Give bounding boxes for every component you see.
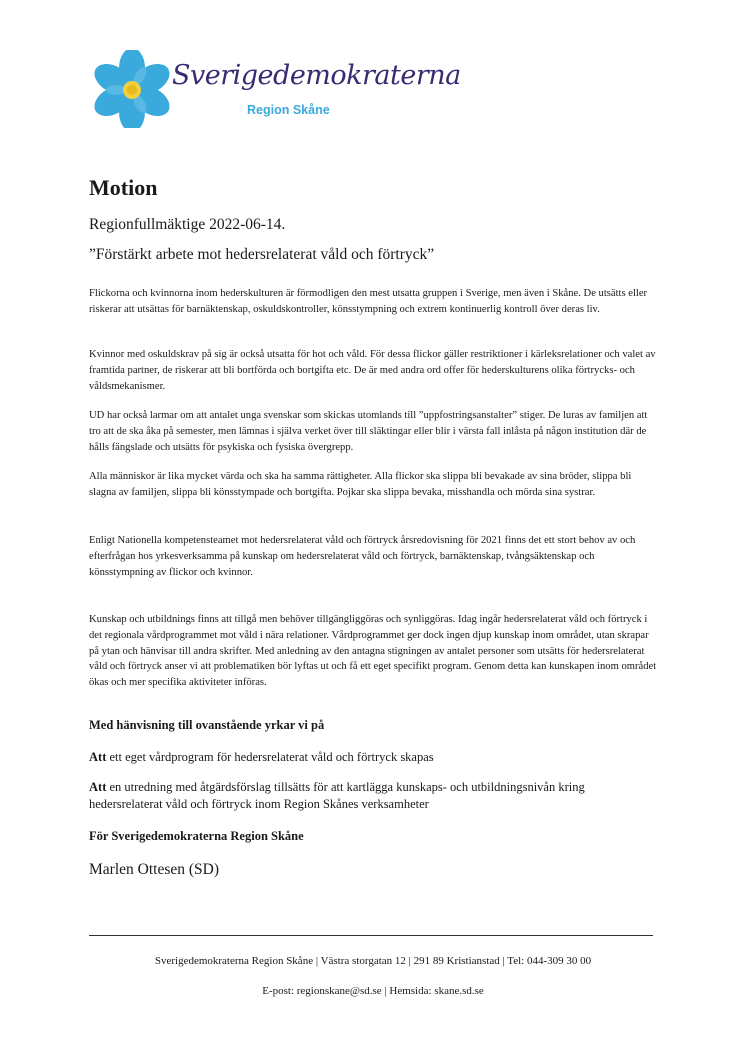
footer-address: Sverigedemokraterna Region Skåne | Västra storgatan 12 | 291 89 Kristianstad | Tel: 044-309 30 00: [154, 955, 592, 967]
demand-lead: Att: [89, 750, 107, 764]
body-paragraph: Flickorna och kvinnorna inom hederskulturen är förmodligen den mest utsatta gruppen i Sverige, men även i Skåne. De utsätts eller riskerar att utsättas för barnäktenskap, oskuldskontroller, könsstympning och extrem kontinuerlig kontroll över deras liv.: [89, 288, 648, 315]
body-paragraph: Kunskap och utbildnings finns att tillgå men behöver tillgängliggöras och synliggöras. Idag ingår hedersrelaterat våld och förtryck i det regionala vårdprogrammet mot våld i nära relationer. Vårdprogrammet ger dock ingen djup kunskap inom området, utan skrapar på ytan och hänvisar till andra skrifter. Med anledning av den antagna stigningen av antalet personer som utsätts för hedersrelaterat våld och förtryck anser vi att problematiken bör lyftas ut och få ett eget specifikt program. Genom detta kan kunskapen inom området ökas och mer specifika aktiviteter införas.: [89, 614, 657, 689]
footer-contact: E-post: regionskane@sd.se | Hemsida: skane.sd.se: [262, 985, 484, 997]
demand-lead: Att: [89, 780, 107, 794]
body-paragraph: Alla människor är lika mycket värda och ska ha samma rättigheter. Alla flickor ska slippa bli bevakade av sina bröder, slippa bli slagna av familjen, slippa bli könsstympade och bortgifta. Pojkar ska slippa bevaka, misshandla och mörda sina systrar.: [89, 471, 632, 498]
logo-region-name: Region Skåne: [247, 103, 330, 117]
meeting-line: Regionfullmäktige 2022-06-14.: [89, 216, 286, 233]
body-paragraph: Enligt Nationella kompetensteamet mot hedersrelaterat våld och förtryck årsredovisning för 2021 finns det ett stort behov av och efterfrågan hos yrkesverksamma på kunskap om hedersrelaterat våld och förtryck, barnäktenskap, tvångsäktenskap och könsstympning av flickor och kvinnor.: [89, 535, 636, 578]
motion-subject: ”Förstärkt arbete mot hedersrelaterat våld och förtryck”: [89, 246, 435, 263]
party-logo: [92, 50, 461, 128]
signature-heading: För Sverigedemokraterna Region Skåne: [89, 829, 304, 843]
body-paragraph: UD har också larmar om att antalet unga svenskar som skickas utomlands till ”uppfostringsanstalter” stiger. De luras av familjen att tro att de ska åka på semester, men lämnas i själva verket över till släktingar eller blir i värsta fall inlåsta på någon institution där de hålls fängslade och utsätts för psykiska och fysiska övergrepp.: [89, 410, 648, 453]
demand-item: [89, 779, 659, 813]
demand-text: en utredning med åtgärdsförslag tillsätts för att kartlägga kunskaps- och utbildningsnivån kring hedersrelaterat våld och förtryck inom Region Skånes verksamheter: [89, 780, 585, 811]
anemone-flower-icon: [92, 50, 172, 128]
demand-text: ett eget vårdprogram för hedersrelaterat våld och förtryck skapas: [106, 750, 434, 764]
footer-divider: [89, 935, 653, 936]
signer-name: Marlen Ottesen (SD): [89, 861, 219, 878]
document-heading: Motion: [89, 175, 158, 200]
logo-party-name: Sverigedemokraterna: [172, 60, 461, 91]
demand-item: [89, 749, 434, 766]
demands-heading: Med hänvisning till ovanstående yrkar vi på: [89, 718, 325, 732]
body-paragraph: Kvinnor med oskuldskrav på sig är också utsatta för hot och våld. För dessa flickor gäller restriktioner i kärleksrelationer och valet av framtida partner, de riskerar att bli bortförda och bortgifta etc. De är med andra ord offer för hederskulturens olika förtrycks- och våldsmekanismer.: [89, 349, 656, 392]
